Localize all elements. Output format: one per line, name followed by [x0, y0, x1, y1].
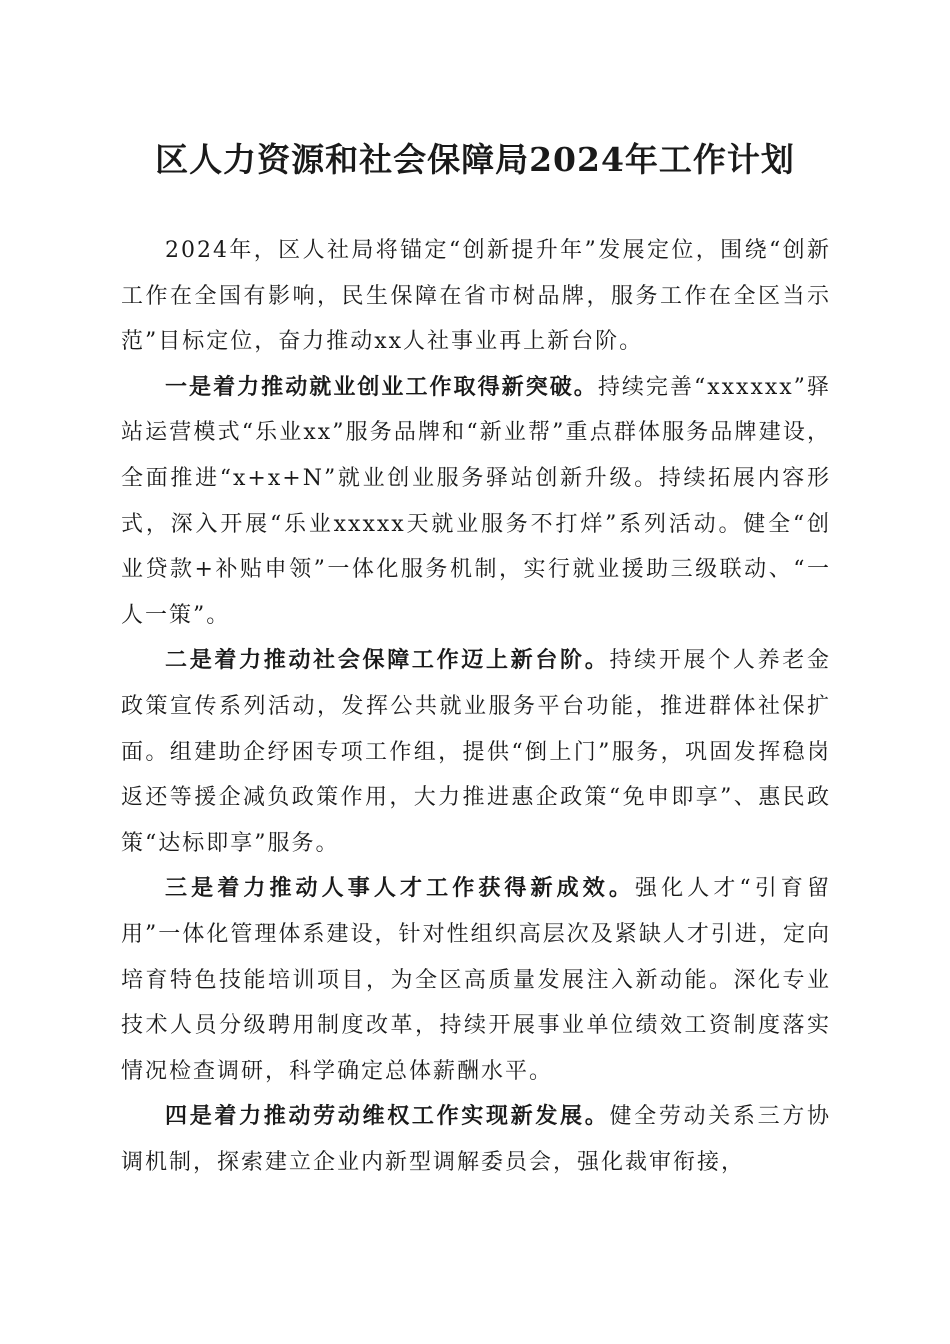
section-text-3: 强化人才“引育留用”一体化管理体系建设，针对性组织高层次及紧缺人才引进，定向培育特色技能培训项目，为全区高质量发展注入新动能。深化专业技术人员分级聘用制度改革，持续开展事业单位绩效工资制度落实情况检查调研，科学确定总体薪酬水平。	[121, 876, 831, 1084]
section-heading-1: 一是着力推动就业创业工作取得新突破。	[165, 373, 598, 400]
section-paragraph-4	[121, 1094, 831, 1185]
section-paragraph-3	[121, 866, 831, 1094]
section-heading-2: 二是着力推动社会保障工作迈上新台阶。	[165, 647, 610, 674]
document-body	[121, 228, 831, 1185]
document-title: 区人力资源和社会保障局2024年工作计划	[155, 140, 795, 179]
section-heading-4: 四是着力推动劳动维权工作实现新发展。	[165, 1103, 610, 1130]
section-paragraph-2	[121, 638, 831, 866]
section-paragraph-1	[121, 365, 831, 639]
section-text-4: 健全劳动关系三方协调机制，探索建立企业内新型调解委员会，强化裁审衔接，	[121, 1104, 831, 1175]
intro-paragraph: 2024年，区人社局将锚定“创新提升年”发展定位，围绕“创新工作在全国有影响，民生保障在省市树品牌，服务工作在全区当示范”目标定位，奋力推动xx人社事业再上新台阶。	[121, 238, 831, 355]
section-heading-3: 三是着力推动人事人才工作获得新成效。	[165, 875, 635, 902]
section-text-1: 持续完善“xxxxxx”驿站运营模式“乐业xx”服务品牌和“新业帮”重点群体服务品牌建设，全面推进“x+x+N”就业创业服务驿站创新升级。持续拓展内容形式，深入开展“乐业xxxxx天就业服务不打烊”系列活动。健全“创业贷款+补贴申领”一体化服务机制，实行就业援助三级联动、“一人一策”。	[121, 374, 831, 628]
section-text-2: 持续开展个人养老金政策宣传系列活动，发挥公共就业服务平台功能，推进群体社保扩面。组建助企纾困专项工作组，提供“倒上门”服务，巩固发挥稳岗返还等援企减负政策作用，大力推进惠企政策“免申即享”、惠民政策“达标即享”服务。	[121, 648, 831, 856]
